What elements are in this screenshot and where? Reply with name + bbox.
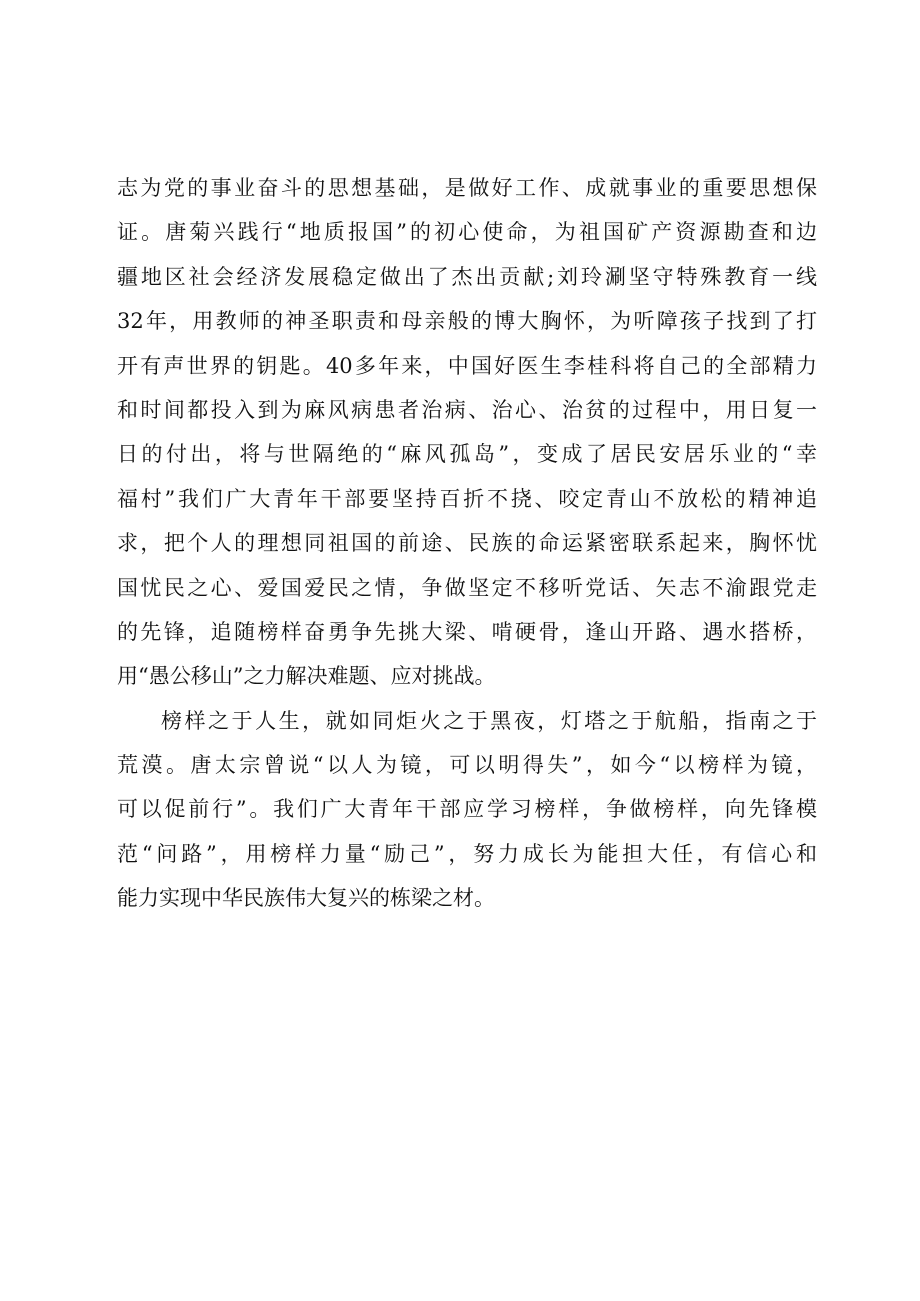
text-line: 求，把个人的理想同祖国的前途、民族的命运紧密联系起来，胸怀忧 — [117, 531, 817, 556]
text-line: 榜样之于人生，就如同炬火之于黑夜，灯塔之于航船，指南之于 — [161, 708, 817, 733]
text-line: 能力实现中华民族伟大复兴的栋梁之材。 — [117, 886, 495, 911]
text-line: 荒漠。唐太宗曾说“以人为镜，可以明得失”，如今“以榜样为镜， — [117, 753, 817, 778]
text-line: 32年，用教师的神圣职责和母亲般的博大胸怀，为听障孩子找到了打 — [117, 309, 817, 334]
text-line: 可以促前行”。我们广大青年干部应学习榜样，争做榜样，向先锋模 — [117, 797, 817, 822]
text-line: 范“问路”，用榜样力量“励己”，努力成长为能担大任，有信心和 — [117, 841, 817, 866]
text-line: 用“愚公移山”之力解决难题、应对挑战。 — [117, 664, 496, 689]
paragraph — [117, 699, 817, 921]
text-line: 和时间都投入到为麻风病患者治病、治心、治贫的过程中，用日复一 — [117, 397, 817, 422]
text-line: 证。唐菊兴践行“地质报国”的初心使命，为祖国矿产资源勘查和边 — [117, 220, 817, 245]
text-line: 福村”我们广大青年干部要坚持百折不挠、咬定青山不放松的精神追 — [117, 486, 817, 511]
text-line: 疆地区社会经济发展稳定做出了杰出贡献;刘玲涮坚守特殊教育一线 — [117, 264, 817, 289]
text-line: 志为党的事业奋斗的思想基础，是做好工作、成就事业的重要思想保 — [117, 176, 817, 200]
paragraph — [117, 166, 817, 699]
text-line: 国忧民之心、爱国爱民之情，争做坚定不移听党话、矢志不渝跟党走 — [117, 575, 817, 600]
text-line: 的先锋，追随榜样奋勇争先挑大梁、啃硬骨，逢山开路、遇水搭桥， — [117, 619, 817, 644]
text-line: 开有声世界的钥匙。40多年来，中国好医生李桂科将自己的全部精力 — [117, 353, 817, 378]
text-line: 日的付出，将与世隔绝的“麻风孤岛”，变成了居民安居乐业的“幸 — [117, 442, 817, 467]
body-text — [117, 166, 817, 921]
